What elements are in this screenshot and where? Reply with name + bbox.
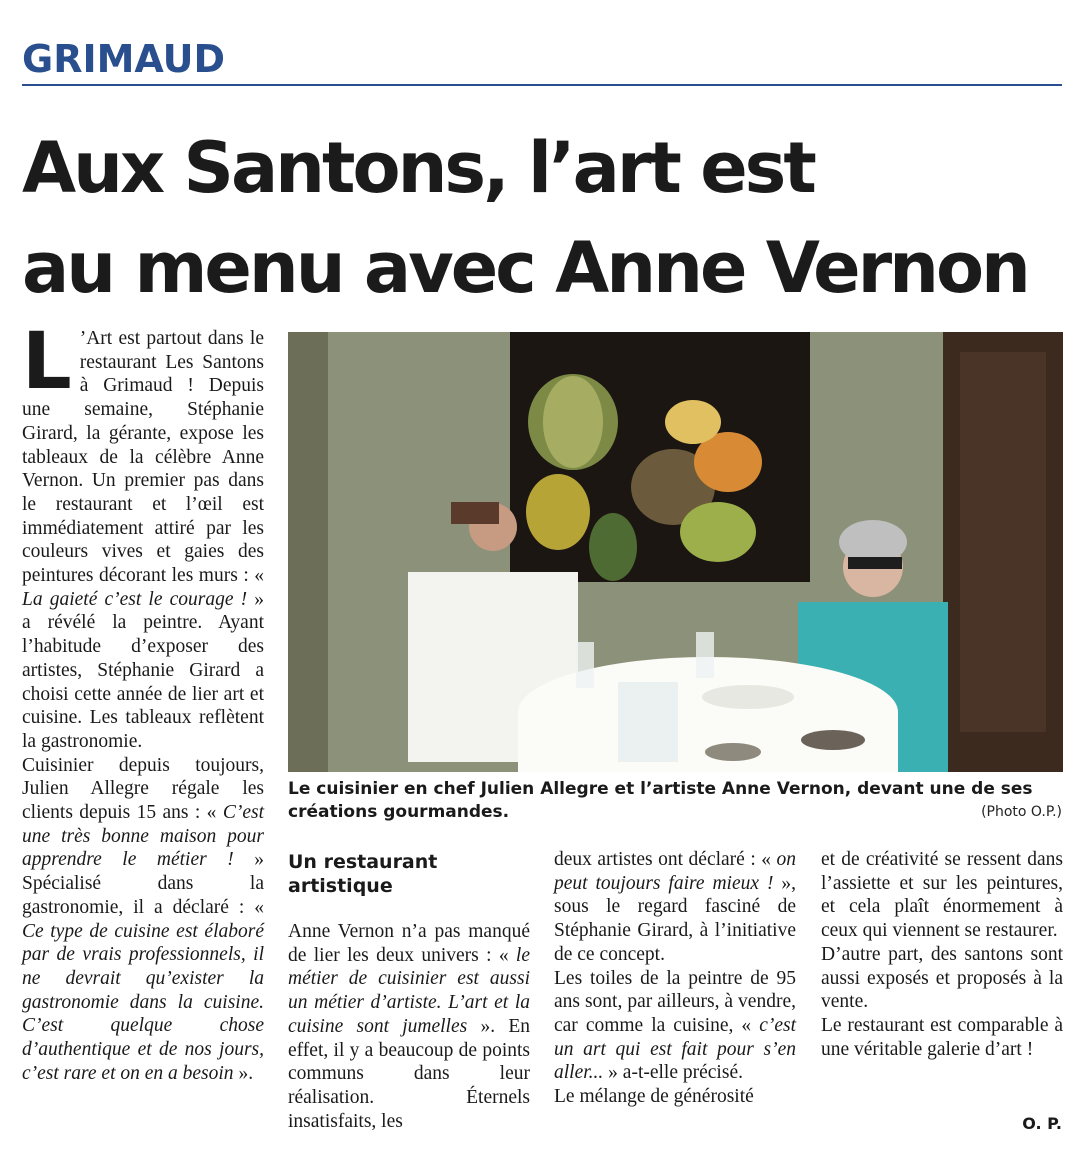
quote: on peut toujours faire mieux ! [554,849,796,894]
text: deux artistes ont déclaré : « [554,849,777,870]
section-rule [22,84,1062,86]
text: ’Art est partout dans le restaurant Les Santons à Grimaud ! Depuis une semaine, Stéphanie Girard, la gérante, expose les tableaux de la célèbre Anne Vernon. Un premier pas dans le restaurant et l’œil est immédiatement attiré par les couleurs vives et gaies des peintures décorant les murs : « [22,328,264,587]
article-column-3 [554,848,796,1109]
section-title: GRIMAUD [22,37,226,81]
quote: La gaieté c’est le courage ! [22,588,248,610]
article-column-2 [288,920,530,1133]
article-column-1 [22,317,265,1086]
paragraph [554,848,796,967]
paragraph [554,967,796,1086]
drop-cap: L [22,317,72,407]
text: » a-t-elle précisé. [603,1062,743,1084]
subheading: Un restaurant artistique [288,851,438,897]
author-signature: O. P. [1022,1114,1062,1133]
text: », sous le regard fasciné de Stéphanie Girard, à l’initiative de ce concept. [554,872,797,965]
paragraph [288,920,530,1133]
headline [22,118,1067,318]
paragraph: Le mélange de générosité [554,1086,754,1108]
article-column-4 [821,848,1063,1061]
text: ». [233,1062,254,1084]
headline-line-2: au menu avec Anne Vernon [22,227,1028,309]
headline-line-1: Aux Santons, l’art est [22,127,814,209]
paragraph [22,754,264,1086]
text: Cuisinier depuis toujours, Julien Allegre régale les clients depuis 15 ans : « [22,754,264,824]
quote: c’est un art qui est fait pour s’en aller... [554,1014,796,1084]
paragraph: et de créativité se ressent dans l’assiette et sur les peintures, et cela plaît énormement à ceux qui viennent se restaurer. [821,849,1063,942]
quote: le métier de cuisinier est aussi un métier d’artiste. L’art et la cuisine sont jumelles [288,944,530,1037]
text: Anne Vernon n’a pas manqué de lier les deux univers : « [288,921,530,966]
photo-caption: Le cuisinier en chef Julien Allegre et l’artiste Anne Vernon, devant une de ses créations gourmandes. [288,779,1033,822]
text: ». En effet, il y a beaucoup de points communs dans leur réalisation. Éternels insatisfaits, les [288,1015,530,1132]
text: » a révélé la peintre. Ayant l’habitude d’exposer des artistes, Stéphanie Girard a choisi cette année de lier art et cuisine. Les tableaux reflètent la gastronomie. [22,588,265,752]
quote: C’est une très bonne maison pour apprendre le métier ! [22,802,264,871]
text: » Spécialisé dans la gastronomie, il a déclaré : « [22,849,264,918]
paragraph: Le restaurant est comparable à une véritable galerie d’art ! [821,1014,1063,1060]
quote: Ce type de cuisine est élaboré par de vrais professionnels, il ne devrait qu’exister la gastronomie dans la cuisine. C’est quelque chose d’authentique et de nos jours, c’est rare et on en a besoin [22,920,264,1084]
photo-credit: (Photo O.P.) [981,804,1062,820]
text: Les toiles de la peintre de 95 ans sont, par ailleurs, à vendre, car comme la cuisine, « [554,967,796,1036]
restaurant-photo [288,332,1063,772]
paragraph: D’autre part, des santons sont aussi exposés et proposés à la vente. [821,943,1063,1013]
